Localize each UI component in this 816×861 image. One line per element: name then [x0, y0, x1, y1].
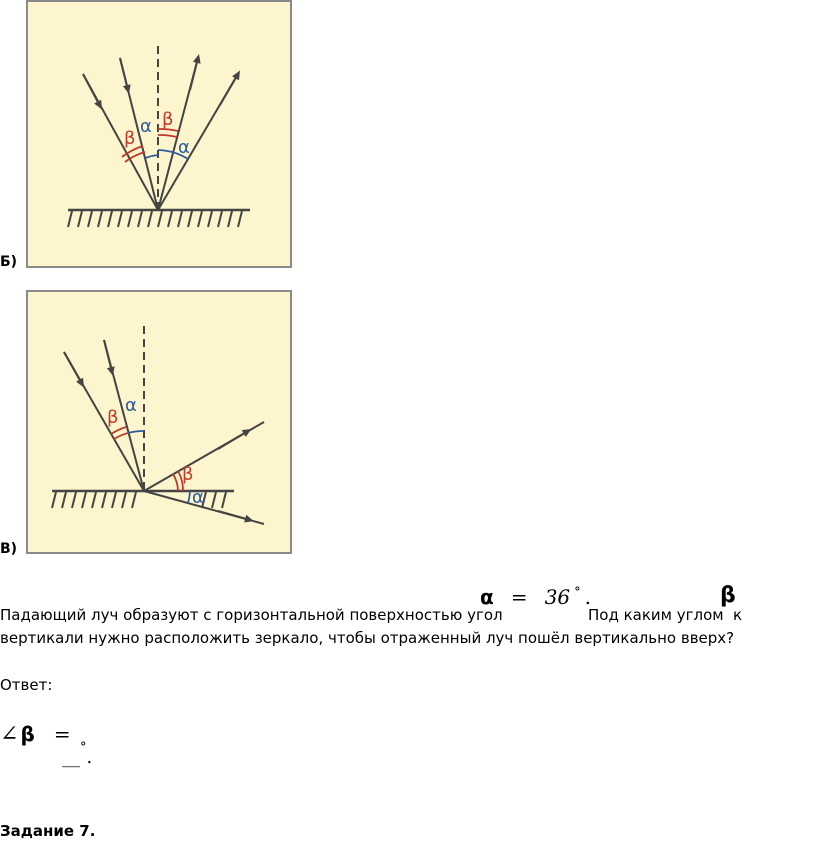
- incident-ray-2-arrow: [120, 58, 128, 90]
- answer-equals: =: [53, 722, 71, 746]
- beta-label-right: β: [162, 109, 174, 130]
- figure-v-label: В): [0, 541, 18, 557]
- alpha-equation: [480, 585, 591, 609]
- beta-label-left: β: [124, 128, 136, 149]
- angle-sign: ∠: [0, 722, 19, 747]
- answer-period: .: [86, 747, 93, 768]
- beta-arc-top-2: [111, 427, 126, 434]
- figure-v: [26, 290, 292, 554]
- beta-arc-top: [114, 433, 128, 439]
- alpha-label-top: α: [125, 395, 137, 416]
- beta-arc-bottom-2: [173, 474, 178, 491]
- answer-label: Ответ:: [0, 676, 53, 694]
- figure-b: [26, 0, 292, 268]
- alpha-arc-top: [128, 431, 144, 433]
- alpha-symbol: α: [480, 585, 494, 609]
- beta-symbol-question: β: [720, 583, 736, 608]
- reflected-ray-2-arrow: [218, 511, 250, 520]
- alpha-arc-bottom: [188, 491, 190, 503]
- reflected-ray-1-arrow: [218, 431, 248, 449]
- beta-label-bottom: β: [182, 464, 194, 485]
- question-text-k: к: [733, 606, 743, 624]
- incident-ray-1-arrow: [83, 74, 100, 106]
- alpha-label-bottom: α: [192, 487, 204, 508]
- alpha-label-right: α: [178, 137, 190, 158]
- question-text-before: Падающий луч образуют с горизонтальной поверхностью угол: [0, 606, 503, 624]
- figure-b-label: Б): [0, 254, 18, 270]
- incident-ray-2-arrow: [104, 340, 112, 372]
- reflected-ray-2-arrow: [220, 74, 238, 105]
- answer-degree: °: [80, 740, 87, 755]
- beta-arc-right: [158, 135, 177, 137]
- alpha-arc-left: [145, 155, 158, 158]
- question-line-1: [0, 604, 503, 626]
- question-text-middle: Под каким углом: [588, 606, 724, 624]
- alpha-equals: =: [510, 585, 528, 609]
- alpha-degree: °: [574, 585, 581, 600]
- answer-field[interactable]: [62, 740, 92, 768]
- alpha-period: .: [584, 585, 592, 609]
- alpha-label-left: α: [140, 116, 152, 137]
- reflected-ray-1-arrow: [190, 58, 198, 90]
- figure-v-diagram: [28, 292, 294, 556]
- answer-blank[interactable]: __: [62, 747, 80, 768]
- beta-label-top: β: [107, 407, 119, 428]
- answer-beta: β: [20, 722, 35, 746]
- alpha-value: 36: [544, 585, 571, 609]
- figure-b-diagram: [28, 2, 294, 270]
- next-task-heading: Задание 7.: [0, 822, 96, 840]
- incident-ray-1-arrow: [64, 352, 82, 384]
- answer-equation: [0, 722, 71, 747]
- question-line-2: вертикали нужно расположить зеркало, чтобы отраженный луч пошёл вертикально вверх?: [0, 629, 735, 647]
- mirror-hatching: [68, 211, 242, 227]
